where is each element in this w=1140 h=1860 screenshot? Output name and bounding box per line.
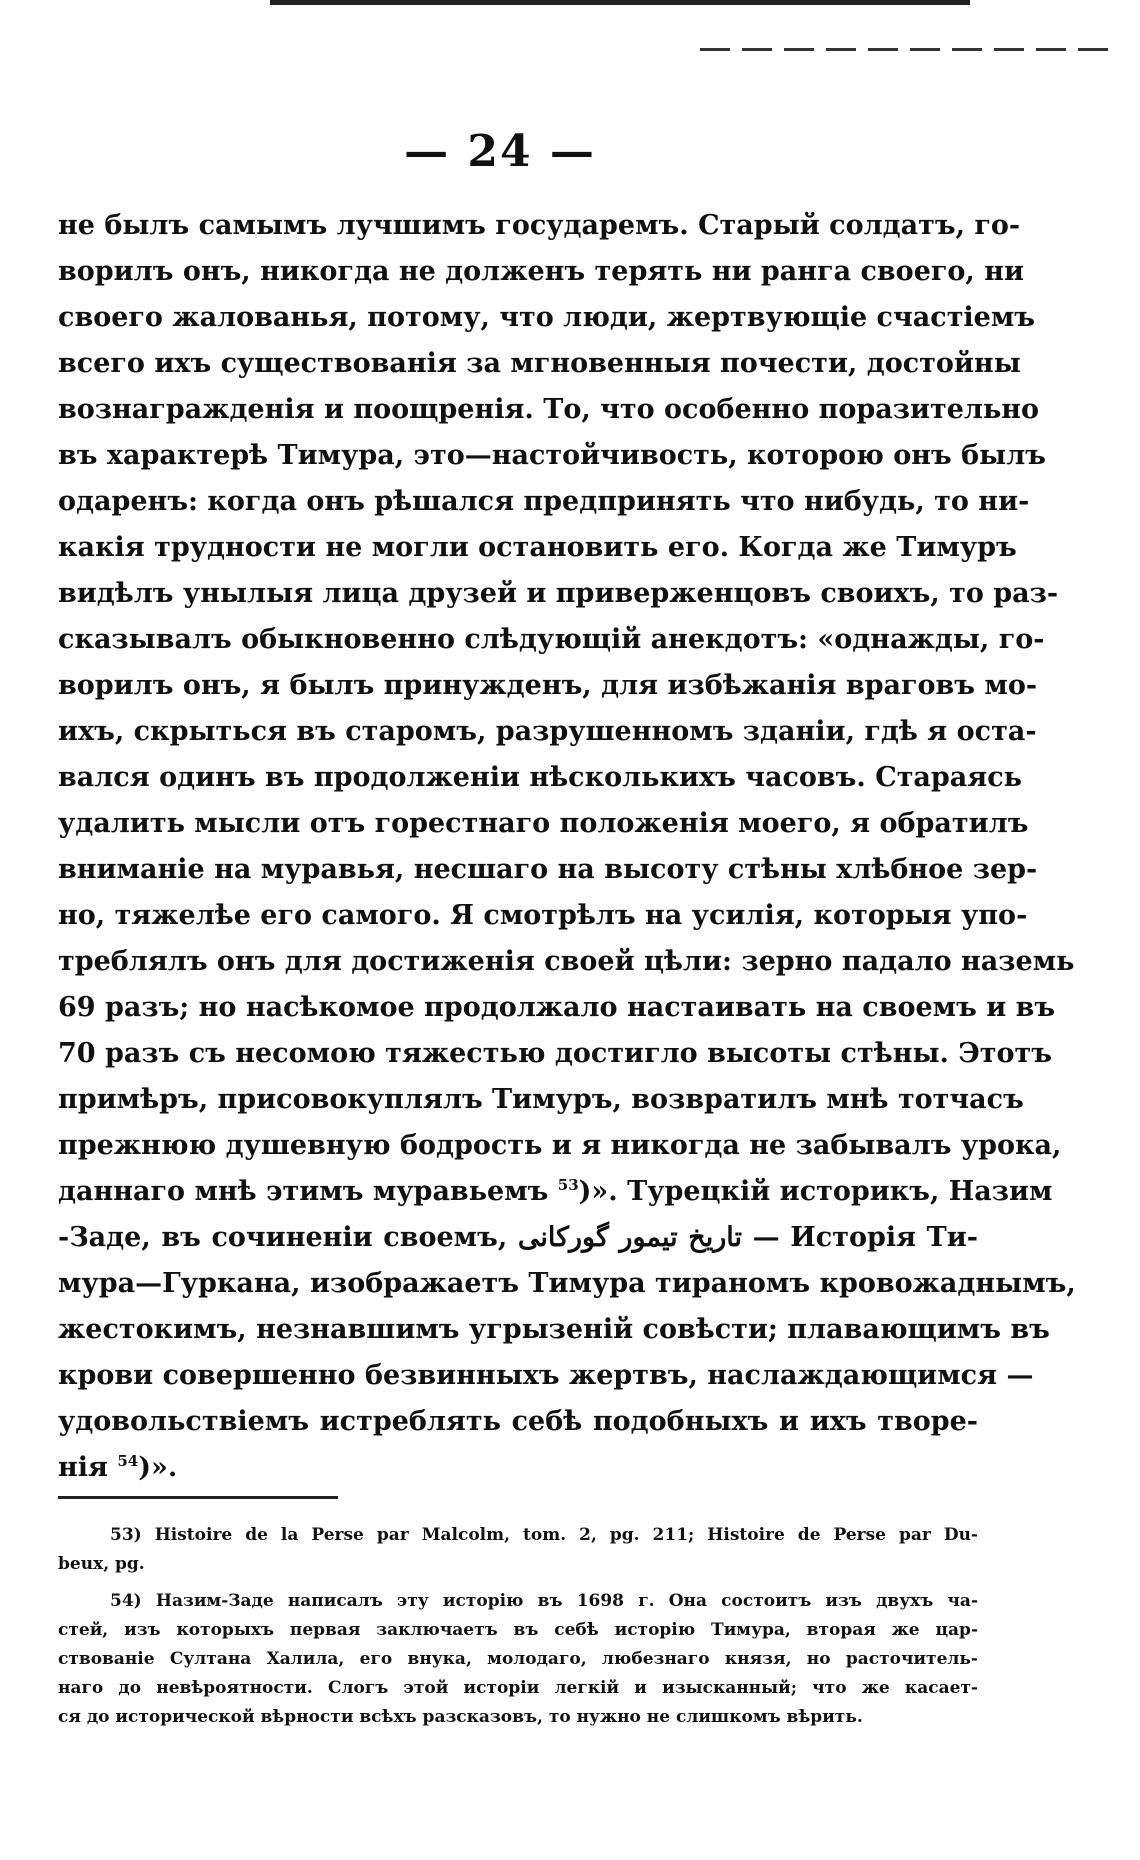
footnotes-block (58, 1521, 978, 1732)
text-line-last (58, 1445, 978, 1491)
text-line: видѣлъ унылыя лица друзей и приверженцовъ своихъ, то раз- (58, 578, 1059, 609)
footnote-separator (58, 1496, 338, 1499)
text-line: сказывалъ обыкновенно слѣдующій анекдотъ: «однажды, го- (58, 624, 1045, 655)
footnote-marker: 53) (110, 1525, 142, 1545)
page-number: — 24 — (404, 126, 596, 177)
text-line: ворилъ онъ, никогда не долженъ терять ни ранга своего, ни (58, 256, 1025, 287)
text-line-with-footnote-ref (58, 1169, 1053, 1215)
text-line: жестокимъ, незнавшимъ угрызеній совѣсти; плавающимъ въ (58, 1314, 1050, 1345)
top-edge-rule (270, 0, 970, 5)
footnote-text: Назим-Заде написалъ эту исторію въ 1698 г. Она состоитъ изъ двухъ ча- (155, 1591, 978, 1611)
footnote-53-line (58, 1521, 978, 1550)
text-line: вался одинъ въ продолженіи нѣсколькихъ часовъ. Стараясь (58, 762, 1022, 793)
text-line: крови совершенно безвинныхъ жертвъ, наслаждающимся — (58, 1360, 1034, 1391)
text-line: но, тяжелѣе его самого. Я смотрѣлъ на усилія, которыя упо- (58, 900, 1028, 931)
footnote-54-line: ствованіе Султана Халила, его внука, молодаго, любезнаго князя, но расточитель- (58, 1649, 978, 1669)
text-line: одаренъ: когда онъ рѣшался предпринять что нибудь, то ни- (58, 486, 1030, 517)
text-line: вниманіе на муравья, несшаго на высоту стѣны хлѣбное зер- (58, 854, 1038, 885)
text-line: 69 разъ; но насѣкомое продолжало настаивать на своемъ и въ (58, 992, 1056, 1023)
text-line: примѣръ, присовокуплялъ Тимуръ, возвратилъ мнѣ тотчасъ (58, 1084, 1024, 1115)
text-line: мура—Гуркана, изображаетъ Тимура тираномъ кровожаднымъ, (58, 1268, 1076, 1299)
text-segment: даннаго мнѣ этимъ муравьемъ (58, 1176, 549, 1207)
text-segment: нія (58, 1452, 108, 1483)
text-line: -Заде, въ сочиненіи своемъ, تاريخ تيمور گوركانى — Исторія Ти- (58, 1222, 978, 1253)
text-segment: )». Турецкій историкъ, Назим (578, 1176, 1053, 1207)
text-line: 70 разъ съ несомою тяжестью достигло высоты стѣны. Этотъ (58, 1038, 1052, 1069)
text-line: ворилъ онъ, я былъ принужденъ, для избѣжанія враговъ мо- (58, 670, 1038, 701)
text-line: какія трудности не могли остановить его. Когда же Тимуръ (58, 532, 1017, 563)
text-line: въ характерѣ Тимура, это—настойчивость, которою онъ былъ (58, 440, 1046, 471)
text-line: удалить мысли отъ горестнаго положенія моего, я обратилъ (58, 808, 1029, 839)
footnote-54-line (58, 1587, 978, 1616)
text-line: не былъ самымъ лучшимъ государемъ. Старый солдатъ, го- (58, 210, 1021, 241)
footnote-54-line: наго до невѣроятности. Слогъ этой исторіи легкій и изысканный; что же касает- (58, 1678, 978, 1698)
footnote-ref-53: 53 (557, 1176, 579, 1194)
text-line: ихъ, скрыться въ старомъ, разрушенномъ зданіи, гдѣ я оста- (58, 716, 1037, 747)
text-line: вознагражденія и поощренія. То, что особенно поразительно (58, 394, 1040, 425)
text-line: своего жалованья, потому, что люди, жертвующіе счастіемъ (58, 302, 1036, 333)
top-broken-rule (700, 48, 1120, 51)
footnote-ref-54: 54 (117, 1452, 139, 1470)
text-line: прежнюю душевную бодрость и я никогда не забывалъ урока, (58, 1130, 1062, 1161)
text-segment: )». (138, 1452, 178, 1483)
text-line: треблялъ онъ для достиженія своей цѣли: зерно падало наземь (58, 946, 1075, 977)
footnote-54-line: ся до исторической вѣрности всѣхъ разсказовъ, то нужно не слишкомъ вѣрить. (58, 1707, 863, 1727)
text-line: всего ихъ существованія за мгновенныя почести, достойны (58, 348, 1021, 379)
footnote-53-line: beux, pg. (58, 1554, 145, 1574)
footnote-54-line: стей, изъ которыхъ первая заключаетъ въ себѣ исторію Тимура, вторая же цар- (58, 1620, 978, 1640)
footnote-marker: 54) (110, 1591, 142, 1611)
text-line: удовольствіемъ истреблять себѣ подобныхъ и ихъ творе- (58, 1406, 978, 1437)
footnote-text: Histoire de la Perse par Malcolm, tom. 2, pg. 211; Histoire de Perse par Du- (154, 1525, 978, 1545)
main-text-block (58, 203, 1076, 1491)
